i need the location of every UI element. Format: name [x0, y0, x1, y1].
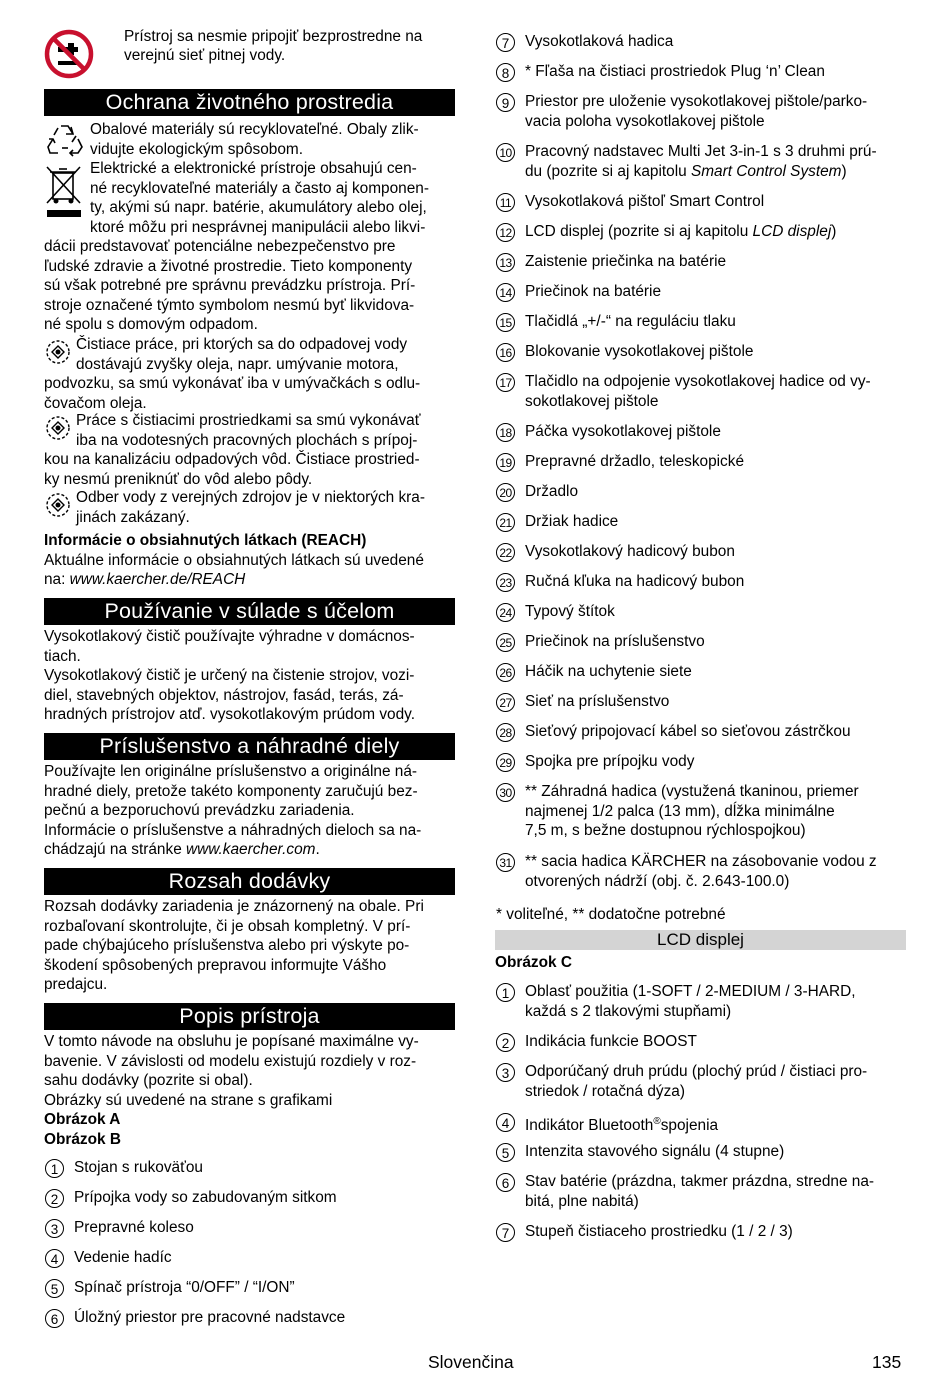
weee-text-continued: dácii predstavovať potenciálne nebezpečenstvo pre ľudské zdravie a životné prostredie. Tieto komponenty sú však potrebné pre správnu prevádzku prístroja. Prí- stroje označené týmto symbolom nesmú byť likvidova- né spolu s domovým odpadom.	[44, 238, 416, 333]
item-number: 29	[496, 753, 515, 772]
reach-link[interactable]: www.kaercher.de/REACH	[69, 571, 246, 588]
list-item: 7 Vysokotlaková hadica	[496, 32, 908, 62]
item-number: 6	[45, 1309, 64, 1328]
list-item: 13 Zaistenie priečinka na batérie	[496, 252, 908, 282]
environment-hazard-icon	[45, 415, 71, 441]
item-number: 22	[496, 543, 515, 562]
item-number: 7	[496, 33, 515, 52]
item-number: 19	[496, 453, 515, 472]
section-heading-environment: Ochrana životného prostredia	[44, 89, 455, 116]
section-heading-intended-use: Používanie v súlade s účelom	[44, 598, 455, 625]
item-number: 2	[45, 1189, 64, 1208]
item-number: 31	[496, 853, 515, 872]
item-number: 23	[496, 573, 515, 592]
oil-text: Čistiace práce, pri ktorých sa do odpadovej vody dostávajú zvyšky oleja, napr. umývanie motora,	[76, 336, 408, 373]
item-number: 11	[496, 193, 515, 212]
kaercher-link[interactable]: www.kaercher.com	[186, 841, 316, 858]
list-item: 23 Ručná kľuka na hadicový bubon	[496, 572, 908, 602]
item-number: 21	[496, 513, 515, 532]
item-number: 10	[496, 143, 515, 162]
list-item: 5 Intenzita stavového signálu (4 stupne)	[496, 1142, 908, 1172]
list-item: 16 Blokovanie vysokotlakovej pištole	[496, 342, 908, 372]
section-heading-lcd-display: LCD displej	[495, 930, 906, 950]
list-item: 3 Prepravné koleso	[45, 1218, 456, 1248]
list-item: 18 Páčka vysokotlakovej pištole	[496, 422, 908, 452]
list-item: 15 Tlačidlá „+/-“ na reguláciu tlaku	[496, 312, 908, 342]
weee-text: Elektrické a elektronické prístroje obsahujú cen- né recyklovateľné materiály a často aj komponen- ty, akými sú napr. batérie, akumulátory alebo olej, ktoré môžu pri nesprávnej manipulácii alebo likvi-	[90, 160, 429, 236]
list-item: 14 Priečinok na batérie	[496, 282, 908, 312]
intended-use-text: Vysokotlakový čistič používajte výhradne v domácnos- tiach. Vysokotlakový čistič je určený na čistenie strojov, vozi- diel, stavebných objektov, nástrojov, fasád, terás, zá- hradných prístrojov atď. vysokotlakovým prúdom vody.	[44, 628, 416, 723]
accessories-text: Používajte len originálne príslušenstvo a originálne ná- hradné diely, pretože takéto komponenty zaručujú bez- pečnú a bezporuchovú prevádzku zariadenia. Informácie o príslušenstve a náhradných dieloch sa na- chádzajú na stránke www.kaercher.com.	[44, 763, 422, 858]
list-item: 29 Spojka pre prípojku vody	[496, 752, 908, 782]
cleaning-agent-text-continued: kou na kanalizáciu odpadových vôd. Čistiace prostried- ky nesmú preniknúť do vôd alebo pôdy.	[44, 451, 420, 488]
section-heading-device-description: Popis prístroja	[44, 1003, 455, 1030]
item-number: 28	[496, 723, 515, 742]
item-number: 12	[496, 223, 515, 242]
recycle-text: Obalové materiály sú recyklovateľné. Obaly zlik- vidujte ekologickým spôsobom.	[90, 121, 419, 158]
reach-title: Informácie o obsiahnutých látkach (REACH)	[44, 532, 367, 549]
device-parts-list-right	[496, 32, 908, 902]
item-number: 14	[496, 283, 515, 302]
scope-text: Rozsah dodávky zariadenia je znázornený na obale. Pri rozbaľovaní skontrolujte, či je obsah kompletný. V prí- pade chýbajúceho príslušenstva alebo pri výskyte po- škodení spôsobených prepravou informujte Vášho predajcu.	[44, 898, 424, 993]
footnote: * voliteľné, ** dodatočne potrebné	[496, 906, 726, 923]
no-potable-water-icon	[44, 29, 94, 79]
device-description-text: V tomto návode na obsluhu je popísané maximálne vy- bavenie. V závislosti od modelu existujú rozdiely v roz- sahu dodávky (pozrite si obal). Obrázky sú uvedené na strane s grafikami Obrázok A Obrázok B	[44, 1032, 456, 1149]
list-item: 20 Držadlo	[496, 482, 908, 512]
list-item: 21 Držiak hadice	[496, 512, 908, 542]
reach-info: Informácie o obsiahnutých látkach (REACH) Aktuálne informácie o obsiahnutých látkach sú uvedené na: www.kaercher.de/REACH	[44, 531, 456, 590]
list-item: 19 Prepravné držadlo, teleskopické	[496, 452, 908, 482]
item-number: 7	[496, 1223, 515, 1242]
list-item: 22 Vysokotlakový hadicový bubon	[496, 542, 908, 572]
item-number: 24	[496, 603, 515, 622]
list-item: 5 Spínač prístroja “0/OFF” / “I/ON”	[45, 1278, 456, 1308]
item-number: 1	[496, 983, 515, 1002]
list-item: 1 Oblasť použitia (1-SOFT / 2-MEDIUM / 3-HARD, každá s 2 tlakovými stupňami)	[496, 982, 908, 1032]
environment-hazard-icon	[45, 492, 71, 518]
list-item: 6 Stav batérie (prázdna, takmer prázdna, stredne na- bitá, plne nabitá)	[496, 1172, 908, 1222]
cleaning-agent-text: Práce s čistiacimi prostriedkami sa smú vykonávať iba na vodotesných pracovných plochách s prípoj-	[76, 412, 421, 449]
environment-hazard-icon	[45, 339, 71, 365]
list-item: 11 Vysokotlaková pištoľ Smart Control	[496, 192, 908, 222]
item-number: 13	[496, 253, 515, 272]
figure-c-label: Obrázok C	[495, 954, 572, 971]
list-item: 3 Odporúčaný druh prúdu (plochý prúd / čistiaci pro- striedok / rotačná dýza)	[496, 1062, 908, 1112]
recycle-icon	[46, 122, 84, 158]
list-item: 25 Priečinok na príslušenstvo	[496, 632, 908, 662]
lcd-display-list	[496, 982, 908, 1252]
list-item: 8 * Fľaša na čistiaci prostriedok Plug ‘n’ Clean	[496, 62, 908, 92]
section-heading-accessories: Príslušenstvo a náhradné diely	[44, 733, 455, 760]
figure-a-label: Obrázok A	[44, 1111, 121, 1128]
section-heading-scope-of-delivery: Rozsah dodávky	[44, 868, 455, 895]
list-item: 6 Úložný priestor pre pracovné nadstavce	[45, 1308, 456, 1338]
item-number: 2	[496, 1033, 515, 1052]
water-text: Odber vody z verejných zdrojov je v niektorých kra- jinách zakázaný.	[76, 489, 425, 526]
chapter-link[interactable]: Smart Control System	[690, 162, 842, 180]
item-number: 3	[45, 1219, 64, 1238]
page-number: 135	[872, 1352, 902, 1372]
item-number: 5	[496, 1143, 515, 1162]
list-item: 24 Typový štítok	[496, 602, 908, 632]
list-item: 28 Sieťový pripojovací kábel so sieťovou zástrčkou	[496, 722, 908, 752]
weee-crossed-bin-icon	[44, 163, 84, 219]
item-number: 6	[496, 1173, 515, 1192]
item-number: 30	[496, 783, 515, 802]
item-number: 3	[496, 1063, 515, 1082]
list-item: 7 Stupeň čistiaceho prostriedku (1 / 2 / 3)	[496, 1222, 908, 1252]
list-item: 2 Prípojka vody so zabudovaným sitkom	[45, 1188, 456, 1218]
device-parts-list-left	[45, 1158, 456, 1338]
list-item: 17 Tlačidlo na odpojenie vysokotlakovej hadice od vy- sokotlakovej pištole	[496, 372, 908, 422]
item-number: 9	[496, 93, 515, 112]
list-item: 30 ** Záhradná hadica (vystužená tkaninou, priemer najmenej 1/2 palca (13 mm), dĺžka minimálne 7,5 m, s bežne dostupnou rýchlospojkou)	[496, 782, 908, 852]
item-number: 1	[45, 1159, 64, 1178]
footer-language: Slovenčina	[428, 1352, 514, 1372]
item-number: 4	[496, 1113, 515, 1132]
list-item: 2 Indikácia funkcie BOOST	[496, 1032, 908, 1062]
list-item: 31 ** sacia hadica KÄRCHER na zásobovanie vodou z otvorených nádrží (obj. č. 2.643-100.0)	[496, 852, 908, 902]
oil-text-continued: podvozku, sa smú vykonávať iba v umývačkách s odlu- čovačom oleja.	[44, 375, 421, 412]
item-number: 18	[496, 423, 515, 442]
figure-b-label: Obrázok B	[44, 1130, 121, 1148]
item-number: 20	[496, 483, 515, 502]
item-number: 16	[496, 343, 515, 362]
item-number: 8	[496, 63, 515, 82]
item-number: 17	[496, 373, 515, 392]
item-number: 26	[496, 663, 515, 682]
list-item: 4 Vedenie hadíc	[45, 1248, 456, 1278]
chapter-link[interactable]: LCD displej	[752, 223, 832, 240]
item-number: 27	[496, 693, 515, 712]
list-item: 9 Priestor pre uloženie vysokotlakovej pištole/parko- vacia poloha vysokotlakovej pištole	[496, 92, 908, 142]
list-item: 12 LCD displej (pozrite si aj kapitolu LCD displej)	[496, 222, 908, 252]
item-number: 15	[496, 313, 515, 332]
item-number: 5	[45, 1279, 64, 1298]
list-item: 27 Sieť na príslušenstvo	[496, 692, 908, 722]
warning-text: Prístroj sa nesmie pripojiť bezprostredne na verejnú sieť pitnej vody.	[124, 28, 423, 64]
item-number: 25	[496, 633, 515, 652]
list-item: 10 Pracovný nadstavec Multi Jet 3-in-1 s 3 druhmi prú- du (pozrite si aj kapitolu Smart Control System)	[496, 142, 908, 192]
list-item: 26 Háčik na uchytenie siete	[496, 662, 908, 692]
list-item: 1 Stojan s rukoväťou	[45, 1158, 456, 1188]
list-item: 4 Indikátor Bluetooth®spojenia	[496, 1112, 908, 1142]
item-number: 4	[45, 1249, 64, 1268]
